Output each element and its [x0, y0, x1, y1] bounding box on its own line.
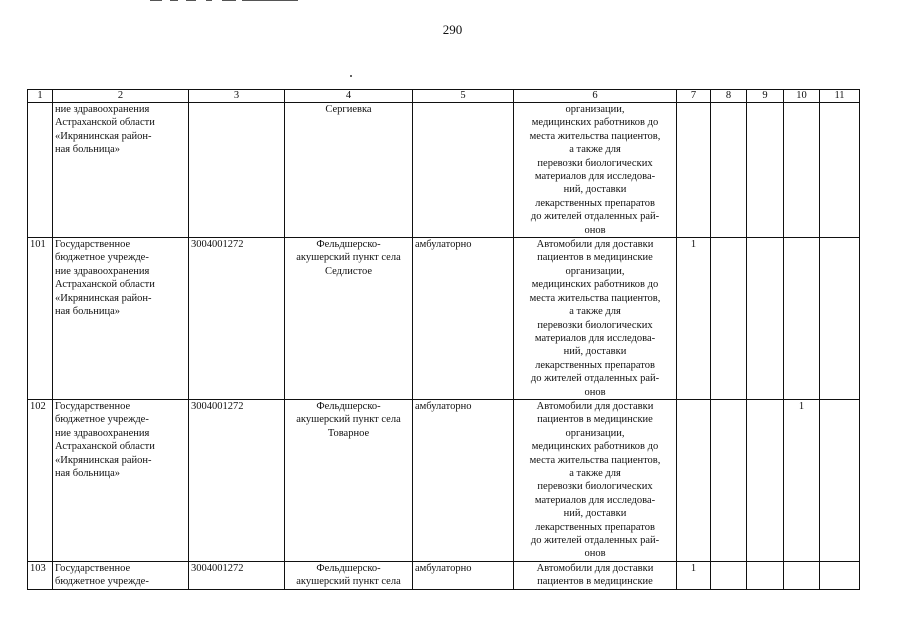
allocation-table: [27, 89, 860, 590]
organization-cell: [53, 238, 189, 400]
row-number-cell: 101: [28, 238, 53, 400]
organization-line: «Икрянинская район-: [55, 130, 152, 142]
unit-line: Седлистое: [324, 265, 372, 277]
purpose-line: организации,: [565, 427, 625, 439]
unit-cell: [285, 561, 413, 589]
quantity-col-10-cell: [784, 238, 820, 400]
unit-line: Фельдшерско-: [316, 562, 381, 574]
purpose-line: лекарственных препаратов: [535, 197, 655, 209]
organization-line: «Икрянинская район-: [55, 454, 152, 466]
unit-line: Фельдшерско-: [316, 400, 381, 412]
organization-line: бюджетное учрежде-: [55, 576, 149, 588]
care-condition-cell: амбулаторно: [413, 238, 514, 400]
care-condition-cell: амбулаторно: [413, 561, 514, 589]
purpose-line: места жительства пациентов,: [529, 454, 661, 466]
vehicle-purpose-cell: [514, 103, 677, 238]
inn-cell: 3004001272: [189, 238, 285, 400]
inn-cell: [189, 103, 285, 238]
purpose-line: ний, доставки: [563, 184, 627, 196]
table-row: [28, 399, 860, 561]
quantity-col-7-cell: 1: [677, 561, 711, 589]
care-condition-cell: амбулаторно: [413, 399, 514, 561]
organization-line: ная больница»: [55, 467, 120, 479]
column-number-7: 7: [677, 90, 711, 103]
quantity-col-11-cell: [820, 238, 860, 400]
row-number-cell: [28, 103, 53, 238]
quantity-col-9-cell: [747, 561, 784, 589]
quantity-col-11-cell: [820, 399, 860, 561]
column-number-6: 6: [514, 90, 677, 103]
purpose-line: перевозки биологических: [537, 157, 653, 169]
table-row: [28, 238, 860, 400]
organization-line: ние здравоохранения: [55, 104, 150, 115]
table-body: [28, 103, 860, 590]
organization-line: Государственное: [55, 562, 131, 574]
quantity-col-10-cell: [784, 561, 820, 589]
purpose-line: пациентов в медицинские: [537, 414, 653, 426]
quantity-col-10-cell: 1: [784, 399, 820, 561]
quantity-col-9-cell: [747, 399, 784, 561]
inn-cell: 3004001272: [189, 561, 285, 589]
column-number-8: 8: [711, 90, 747, 103]
organization-line: бюджетное учрежде-: [55, 252, 149, 264]
column-number-9: 9: [747, 90, 784, 103]
organization-line: Астраханской области: [55, 117, 155, 129]
quantity-col-9-cell: [747, 103, 784, 238]
vehicle-purpose-cell: [514, 238, 677, 400]
purpose-line: организации,: [565, 265, 625, 277]
vehicle-purpose-cell: [514, 561, 677, 589]
column-number-row: [28, 90, 860, 103]
purpose-line: до жителей отдаленных рай-: [530, 373, 660, 385]
column-number-2: 2: [53, 90, 189, 103]
column-number-10: 10: [784, 90, 820, 103]
quantity-col-10-cell: [784, 103, 820, 238]
purpose-line: лекарственных препаратов: [535, 521, 655, 533]
organization-line: Государственное: [55, 400, 131, 412]
column-number-5: 5: [413, 90, 514, 103]
purpose-line: медицинских работников до: [531, 441, 659, 453]
purpose-line: лекарственных препаратов: [535, 359, 655, 371]
quantity-col-8-cell: [711, 561, 747, 589]
column-number-11: 11: [820, 90, 860, 103]
table-row: [28, 103, 860, 238]
purpose-line: онов: [584, 548, 606, 560]
quantity-col-11-cell: [820, 561, 860, 589]
organization-line: ная больница»: [55, 306, 120, 318]
purpose-line: ний, доставки: [563, 508, 627, 520]
purpose-line: перевозки биологических: [537, 319, 653, 331]
organization-line: Астраханской области: [55, 441, 155, 453]
purpose-line: Автомобили для доставки: [536, 400, 654, 412]
purpose-line: Автомобили для доставки: [536, 562, 654, 574]
purpose-line: онов: [584, 386, 606, 398]
organization-line: бюджетное учрежде-: [55, 414, 149, 426]
purpose-line: до жителей отдаленных рай-: [530, 535, 660, 546]
purpose-line: а также для: [569, 306, 621, 318]
quantity-col-9-cell: [747, 238, 784, 400]
purpose-line: материалов для исследова-: [534, 494, 656, 506]
unit-line: акушерский пункт села: [296, 252, 401, 264]
unit-line: Сергиевка: [325, 104, 372, 115]
organization-cell: [53, 561, 189, 589]
organization-line: Астраханской области: [55, 279, 155, 291]
scan-speck: [350, 75, 352, 77]
unit-cell: [285, 238, 413, 400]
unit-line: акушерский пункт села: [296, 414, 401, 426]
purpose-line: места жительства пациентов,: [529, 130, 661, 142]
organization-cell: [53, 399, 189, 561]
purpose-line: организации,: [565, 104, 625, 115]
purpose-line: а также для: [569, 467, 621, 479]
quantity-col-8-cell: [711, 399, 747, 561]
vehicle-purpose-cell: [514, 399, 677, 561]
column-number-1: 1: [28, 90, 53, 103]
page-number: 290: [442, 22, 463, 37]
organization-line: ная больница»: [55, 144, 120, 156]
quantity-col-7-cell: 1: [677, 238, 711, 400]
purpose-line: перевозки биологических: [537, 481, 653, 493]
purpose-line: медицинских работников до: [531, 117, 659, 129]
purpose-line: а также для: [569, 144, 621, 156]
quantity-col-11-cell: [820, 103, 860, 238]
row-number-cell: 102: [28, 399, 53, 561]
unit-line: акушерский пункт села: [296, 576, 401, 588]
purpose-line: медицинских работников до: [531, 279, 659, 291]
organization-line: «Икрянинская район-: [55, 292, 152, 304]
purpose-line: материалов для исследова-: [534, 171, 656, 183]
purpose-line: пациентов в медицинские: [537, 576, 653, 588]
unit-cell: [285, 399, 413, 561]
organization-line: ние здравоохранения: [55, 265, 150, 277]
table-row: [28, 561, 860, 589]
quantity-col-8-cell: [711, 238, 747, 400]
care-condition-cell: [413, 103, 514, 238]
quantity-col-8-cell: [711, 103, 747, 238]
purpose-line: до жителей отдаленных рай-: [530, 211, 660, 223]
organization-cell: [53, 103, 189, 238]
column-number-4: 4: [285, 90, 413, 103]
organization-line: Государственное: [55, 239, 131, 251]
purpose-line: пациентов в медицинские: [537, 252, 653, 264]
purpose-line: места жительства пациентов,: [529, 292, 661, 304]
header-rule-marks: [150, 0, 300, 3]
unit-line: Товарное: [327, 427, 370, 439]
quantity-col-7-cell: [677, 103, 711, 238]
quantity-col-7-cell: [677, 399, 711, 561]
purpose-line: материалов для исследова-: [534, 332, 656, 344]
unit-line: Фельдшерско-: [316, 239, 381, 251]
purpose-line: онов: [584, 224, 606, 236]
purpose-line: ний, доставки: [563, 346, 627, 358]
purpose-line: Автомобили для доставки: [536, 239, 654, 251]
inn-cell: 3004001272: [189, 399, 285, 561]
unit-cell: [285, 103, 413, 238]
column-number-3: 3: [189, 90, 285, 103]
row-number-cell: 103: [28, 561, 53, 589]
organization-line: ние здравоохранения: [55, 427, 150, 439]
